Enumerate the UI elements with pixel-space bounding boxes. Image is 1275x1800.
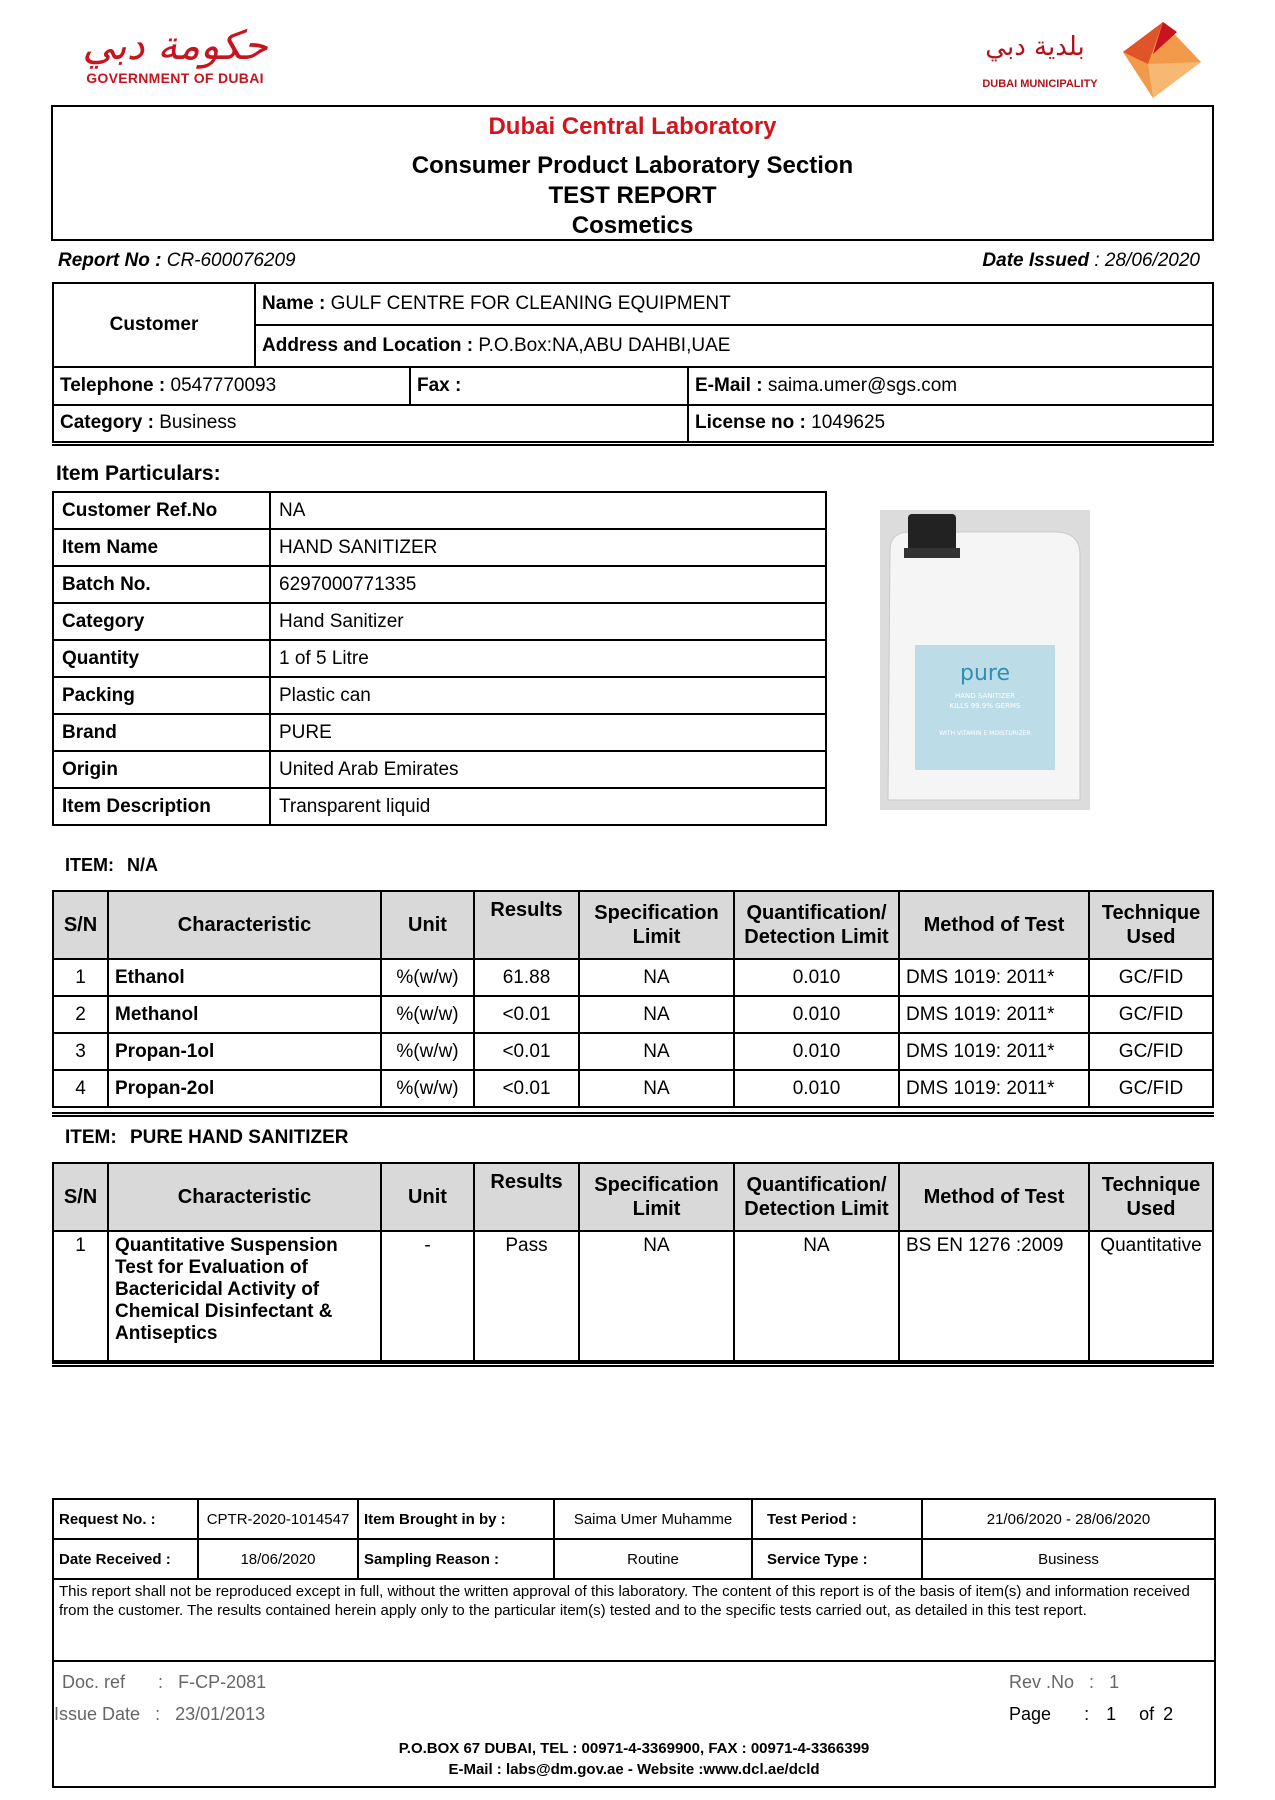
item-particular-label: Batch No. [53,566,270,603]
request-no: CPTR-2020-1014547 [198,1499,358,1539]
cell-sn: 1 [53,959,108,996]
service-type-label: Service Type : [752,1539,922,1579]
telephone-cell [53,367,410,405]
fax-cell [410,367,688,405]
product-label-text-3: WITH VITAMIN E MOISTURIZER [939,730,1031,737]
footer-info-table [52,1498,1216,1662]
cell-unit: - [381,1231,474,1361]
item2-label: ITEM: [65,1127,117,1148]
doc-ref-line: Doc. ref : F-CP-2081 [62,1672,267,1692]
report-no: CR-600076209 [166,250,296,271]
email-cell [688,367,1213,405]
dm-logo-english: DUBAI MUNICIPALITY [982,78,1098,90]
product-photo [880,510,1090,810]
item1-results-table [52,890,1214,1108]
cell-results: Pass [474,1231,579,1361]
rev-no: 1 [1109,1672,1120,1692]
cell-characteristic: Propan-2ol [108,1070,381,1107]
customer-label: Customer [53,283,255,367]
cell-spec: NA [579,996,734,1033]
lab-contact: E-Mail : labs@dm.gov.ae - Website :www.dcl.ae/dcld [448,1761,820,1778]
customer-table [52,282,1214,446]
cell-spec: NA [579,959,734,996]
customer-address-label: Address and Location : [262,335,474,356]
fax-label: Fax : [417,375,462,396]
cell-unit: %(w/w) [381,959,474,996]
cell-method: BS EN 1276 :2009 [899,1231,1089,1361]
cell-method: DMS 1019: 2011* [899,1070,1089,1107]
cell-technique: GC/FID [1089,959,1213,996]
col-spec: Specification Limit [579,1163,734,1231]
cell-results: 61.88 [474,959,579,996]
cell-unit: %(w/w) [381,996,474,1033]
document-footer-box [52,1660,1216,1788]
brought-by: Saima Umer Muhamme [554,1499,752,1539]
doc-ref: F-CP-2081 [178,1672,267,1692]
item-particular-row [53,640,826,677]
cell-spec: NA [579,1070,734,1107]
disclaimer-note: This report shall not be reproduced except in full, without the written approval of this laboratory. The content of this report is of the basis of item(s) and information received from the customer. The results contained herein apply only to the particular item(s) tested and to the specific tests carried out, as detailed in this test report. [53,1579,1215,1661]
customer-name: GULF CENTRE FOR CLEANING EQUIPMENT [330,293,731,314]
sanitizer-can-image [880,510,1090,810]
issue-date: 23/01/2013 [175,1704,266,1724]
item2-results-table [52,1162,1214,1362]
email-label: E-Mail : [695,375,763,396]
col-sn: S/N [53,891,108,959]
page-label: Page [1009,1704,1052,1724]
customer-name-label: Name : [262,293,326,314]
item-particular-row [53,788,826,825]
category-label: Category : [60,412,154,434]
item-particular-row [53,603,826,640]
cell-sn: 4 [53,1070,108,1107]
item-particular-row [53,714,826,751]
sampling-reason: Routine [554,1539,752,1579]
item1-bottom-rule [52,1112,1214,1117]
report-header-box [51,105,1214,241]
col-results: Results [474,1163,579,1231]
item-particular-label: Origin [53,751,270,788]
item-particular-value: Plastic can [270,677,826,714]
col-results: Results [474,891,579,959]
date-received-label: Date Received : [53,1539,198,1579]
item2-name: PURE HAND SANITIZER [130,1127,349,1148]
item-particular-row [53,492,826,529]
product-label-text-2: KILLS 99.9% GERMS [949,702,1021,710]
cell-technique: GC/FID [1089,1070,1213,1107]
item-particular-value: PURE [270,714,826,751]
date-received: 18/06/2020 [198,1539,358,1579]
cell-technique: Quantitative [1089,1231,1213,1361]
rev-no-line: Rev .No : 1 [1009,1672,1120,1692]
report-no-label: Report No : [58,250,162,271]
item-particular-value: Transparent liquid [270,788,826,825]
cell-results: <0.01 [474,1033,579,1070]
cell-characteristic: Methanol [108,996,381,1033]
col-unit: Unit [381,1163,474,1231]
cell-unit: %(w/w) [381,1033,474,1070]
cell-method: DMS 1019: 2011* [899,996,1089,1033]
cell-quant: 0.010 [734,996,899,1033]
item-particular-value: 1 of 5 Litre [270,640,826,677]
result-row [53,1231,1213,1361]
license-label: License no : [695,412,806,434]
sampling-reason-label: Sampling Reason : [358,1539,554,1579]
government-of-dubai-logo [70,22,280,92]
license: 1049625 [811,412,886,434]
cell-quant: 0.010 [734,959,899,996]
product-brand-text: pure [959,661,1011,686]
dm-emblem-icon [1113,22,1203,98]
item-particular-row [53,677,826,714]
item-particular-label: Brand [53,714,270,751]
item-particular-value: 6297000771335 [270,566,826,603]
doc-ref-label: Doc. ref [62,1672,126,1692]
cell-results: <0.01 [474,1070,579,1107]
cell-technique: GC/FID [1089,996,1213,1033]
lab-name: Dubai Central Laboratory [488,113,777,140]
item-particular-label: Customer Ref.No [53,492,270,529]
col-characteristic: Characteristic [108,891,381,959]
report-type: TEST REPORT [548,182,717,209]
item-particular-label: Packing [53,677,270,714]
email: saima.umer@sgs.com [767,375,958,396]
item-particular-value: United Arab Emirates [270,751,826,788]
item-particular-row [53,529,826,566]
item-particular-label: Quantity [53,640,270,677]
item-particular-value: NA [270,492,826,529]
item2-bottom-rule [52,1362,1214,1367]
service-type: Business [922,1539,1215,1579]
category-cell [53,405,688,443]
dm-logo-arabic: بلدية دبي [985,32,1085,62]
rev-no-label: Rev .No [1009,1672,1075,1692]
request-no-label: Request No. : [53,1499,198,1539]
item-particular-label: Item Name [53,529,270,566]
dubai-municipality-logo [965,22,1205,98]
date-issued: : 28/06/2020 [1094,250,1200,271]
cell-quant: 0.010 [734,1070,899,1107]
cell-technique: GC/FID [1089,1033,1213,1070]
cell-sn: 1 [53,1231,108,1361]
result-row [53,996,1213,1033]
page-number: 1 [1106,1704,1117,1724]
section-name: Consumer Product Laboratory Section [411,152,854,179]
col-method: Method of Test [899,891,1089,959]
page-total: 2 [1163,1704,1174,1724]
customer-address-cell [255,325,1213,367]
issue-date-label: Issue Date [54,1704,141,1724]
page-of-label: of [1139,1704,1155,1724]
category: Business [159,412,237,434]
cell-spec: NA [579,1231,734,1361]
gov-logo-arabic: حكومة دبي [82,23,268,69]
col-technique: Technique Used [1089,1163,1213,1231]
cell-quant: NA [734,1231,899,1361]
item-particular-value: HAND SANITIZER [270,529,826,566]
col-sn: S/N [53,1163,108,1231]
test-period: 21/06/2020 - 28/06/2020 [922,1499,1215,1539]
customer-name-cell [255,283,1213,325]
cell-method: DMS 1019: 2011* [899,1033,1089,1070]
col-quant: Quantification/ Detection Limit [734,891,899,959]
brought-by-label: Item Brought in by : [358,1499,554,1539]
item-particular-row [53,751,826,788]
item1-name: N/A [127,855,159,875]
cell-characteristic: Ethanol [108,959,381,996]
issue-date-line: Issue Date : 23/01/2013 [54,1704,266,1724]
col-quant: Quantification/ Detection Limit [734,1163,899,1231]
result-row [53,1033,1213,1070]
cell-results: <0.01 [474,996,579,1033]
item-particulars-title: Item Particulars: [56,462,221,485]
item-particular-value: Hand Sanitizer [270,603,826,640]
item-particular-label: Item Description [53,788,270,825]
col-spec: Specification Limit [579,891,734,959]
customer-address: P.O.Box:NA,ABU DAHBI,UAE [478,335,731,356]
col-method: Method of Test [899,1163,1089,1231]
col-technique: Technique Used [1089,891,1213,959]
date-issued-label: Date Issued [982,250,1090,271]
item-particulars-table [52,491,827,826]
item1-label: ITEM: [65,855,114,875]
telephone: 0547770093 [170,375,277,396]
date-issued-line [982,250,1200,272]
result-row [53,959,1213,996]
report-number-line [58,250,296,272]
cell-sn: 2 [53,996,108,1033]
product-label-text-1: HAND SANITIZER [955,692,1015,700]
item2-heading [65,1127,349,1149]
gov-logo-english: GOVERNMENT OF DUBAI [86,70,264,86]
cell-quant: 0.010 [734,1033,899,1070]
cell-sn: 3 [53,1033,108,1070]
item-particular-row [53,566,826,603]
telephone-label: Telephone : [60,375,166,396]
page-line: Page : 1 of 2 [1009,1704,1174,1724]
item1-heading [65,855,158,876]
col-characteristic: Characteristic [108,1163,381,1231]
cell-unit: %(w/w) [381,1070,474,1107]
cell-method: DMS 1019: 2011* [899,959,1089,996]
cell-spec: NA [579,1033,734,1070]
col-unit: Unit [381,891,474,959]
cell-characteristic: Propan-1ol [108,1033,381,1070]
test-period-label: Test Period : [752,1499,922,1539]
report-category: Cosmetics [571,212,694,239]
result-row [53,1070,1213,1107]
license-cell [688,405,1213,443]
lab-address: P.O.BOX 67 DUBAI, TEL : 00971-4-3369900, FAX : 00971-4-3366399 [398,1740,870,1757]
cell-characteristic: Quantitative Suspension Test for Evaluation of Bactericidal Activity of Chemical Disinfectant & Antiseptics [108,1231,381,1361]
item-particular-label: Category [53,603,270,640]
